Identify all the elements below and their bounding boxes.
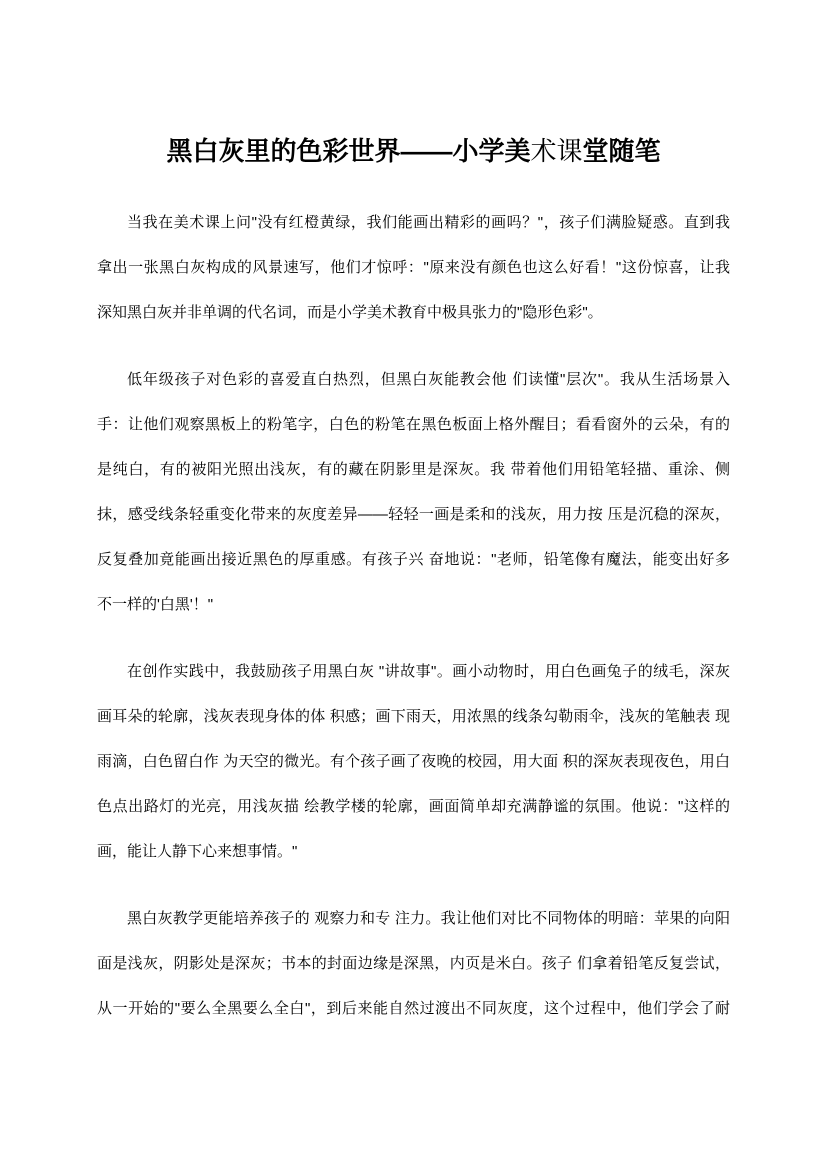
title-segment: 堂随笔 <box>582 136 661 166</box>
text-line: 画耳朵的轮廓，浅灰表现身体的体 积感；画下雨天，用浓黑的线条勾勒雨伞，浅灰的笔触表 现 <box>97 708 730 725</box>
text-line: 当我在美术课上问"没有红橙黄绿，我们能画出精彩的画吗？"，孩子们满脸疑惑。直到我 <box>127 214 730 231</box>
text-line: 抹，感受线条轻重变化带来的灰度差异——轻轻一画是柔和的浅灰，用力按 压是沉稳的深灰， <box>97 506 730 523</box>
title-segment: 黑白灰里的色彩世界——小学美 <box>166 136 531 166</box>
text-line: 面是浅灰，阴影处是深灰；书本的封面边缘是深黑，内页是米白。孩子 们拿着铅笔反复尝试， <box>97 955 730 972</box>
text-line: 拿出一张黑白灰构成的风景速写，他们才惊呼："原来没有颜色也这么好看！"这份惊喜，让我 <box>97 259 730 276</box>
document-body <box>0 200 827 1031</box>
text-line: 低年级孩子对色彩的喜爱直白热烈，但黑白灰能教会他 们读懂"层次"。我从生活场景入 <box>127 371 730 388</box>
text-line: 黑白灰教学更能培养孩子的 观察力和专 注力。我让他们对比不同物体的明暗：苹果的向阳 <box>127 910 730 927</box>
text-line: 是纯白，有的被阳光照出浅灰，有的藏在阴影里是深灰。我 带着他们用铅笔轻描、重涂、侧 <box>97 461 730 478</box>
paragraph <box>97 896 730 1031</box>
document-title <box>0 0 827 166</box>
text-line: 色点出路灯的光亮，用浅灰描 绘教学楼的轮廓，画面简单却充满静谧的氛围。他说："这样的 <box>97 798 730 815</box>
paragraph <box>97 200 730 335</box>
text-line: 画，能让人静下心来想事情。" <box>97 843 298 860</box>
text-line: 从一开始的"要么全黑要么全白"，到后来能自然过渡出不同灰度，这个过程中，他们学会了耐 <box>97 1000 730 1017</box>
paragraph <box>97 357 730 627</box>
text-line: 不一样的'白黑'！" <box>97 596 214 613</box>
title-segment: 术课 <box>530 136 583 166</box>
text-line: 反复叠加竟能画出接近黑色的厚重感。有孩子兴 奋地说："老师，铅笔像有魔法，能变出好多 <box>97 551 730 568</box>
text-line: 手：让他们观察黑板上的粉笔字，白色的粉笔在黑色板面上格外醒目；看看窗外的云朵，有的 <box>97 416 730 433</box>
text-line: 雨滴，白色留白作 为天空的微光。有个孩子画了夜晚的校园，用大面 积的深灰表现夜色，用白 <box>97 753 730 770</box>
text-line: 在创作实践中，我鼓励孩子用黑白灰 "讲故事"。画小动物时，用白色画兔子的绒毛，深灰 <box>127 663 730 680</box>
text-line: 深知黑白灰并非单调的代名词，而是小学美术教育中极具张力的"隐形色彩"。 <box>97 304 603 321</box>
paragraph <box>97 649 730 874</box>
